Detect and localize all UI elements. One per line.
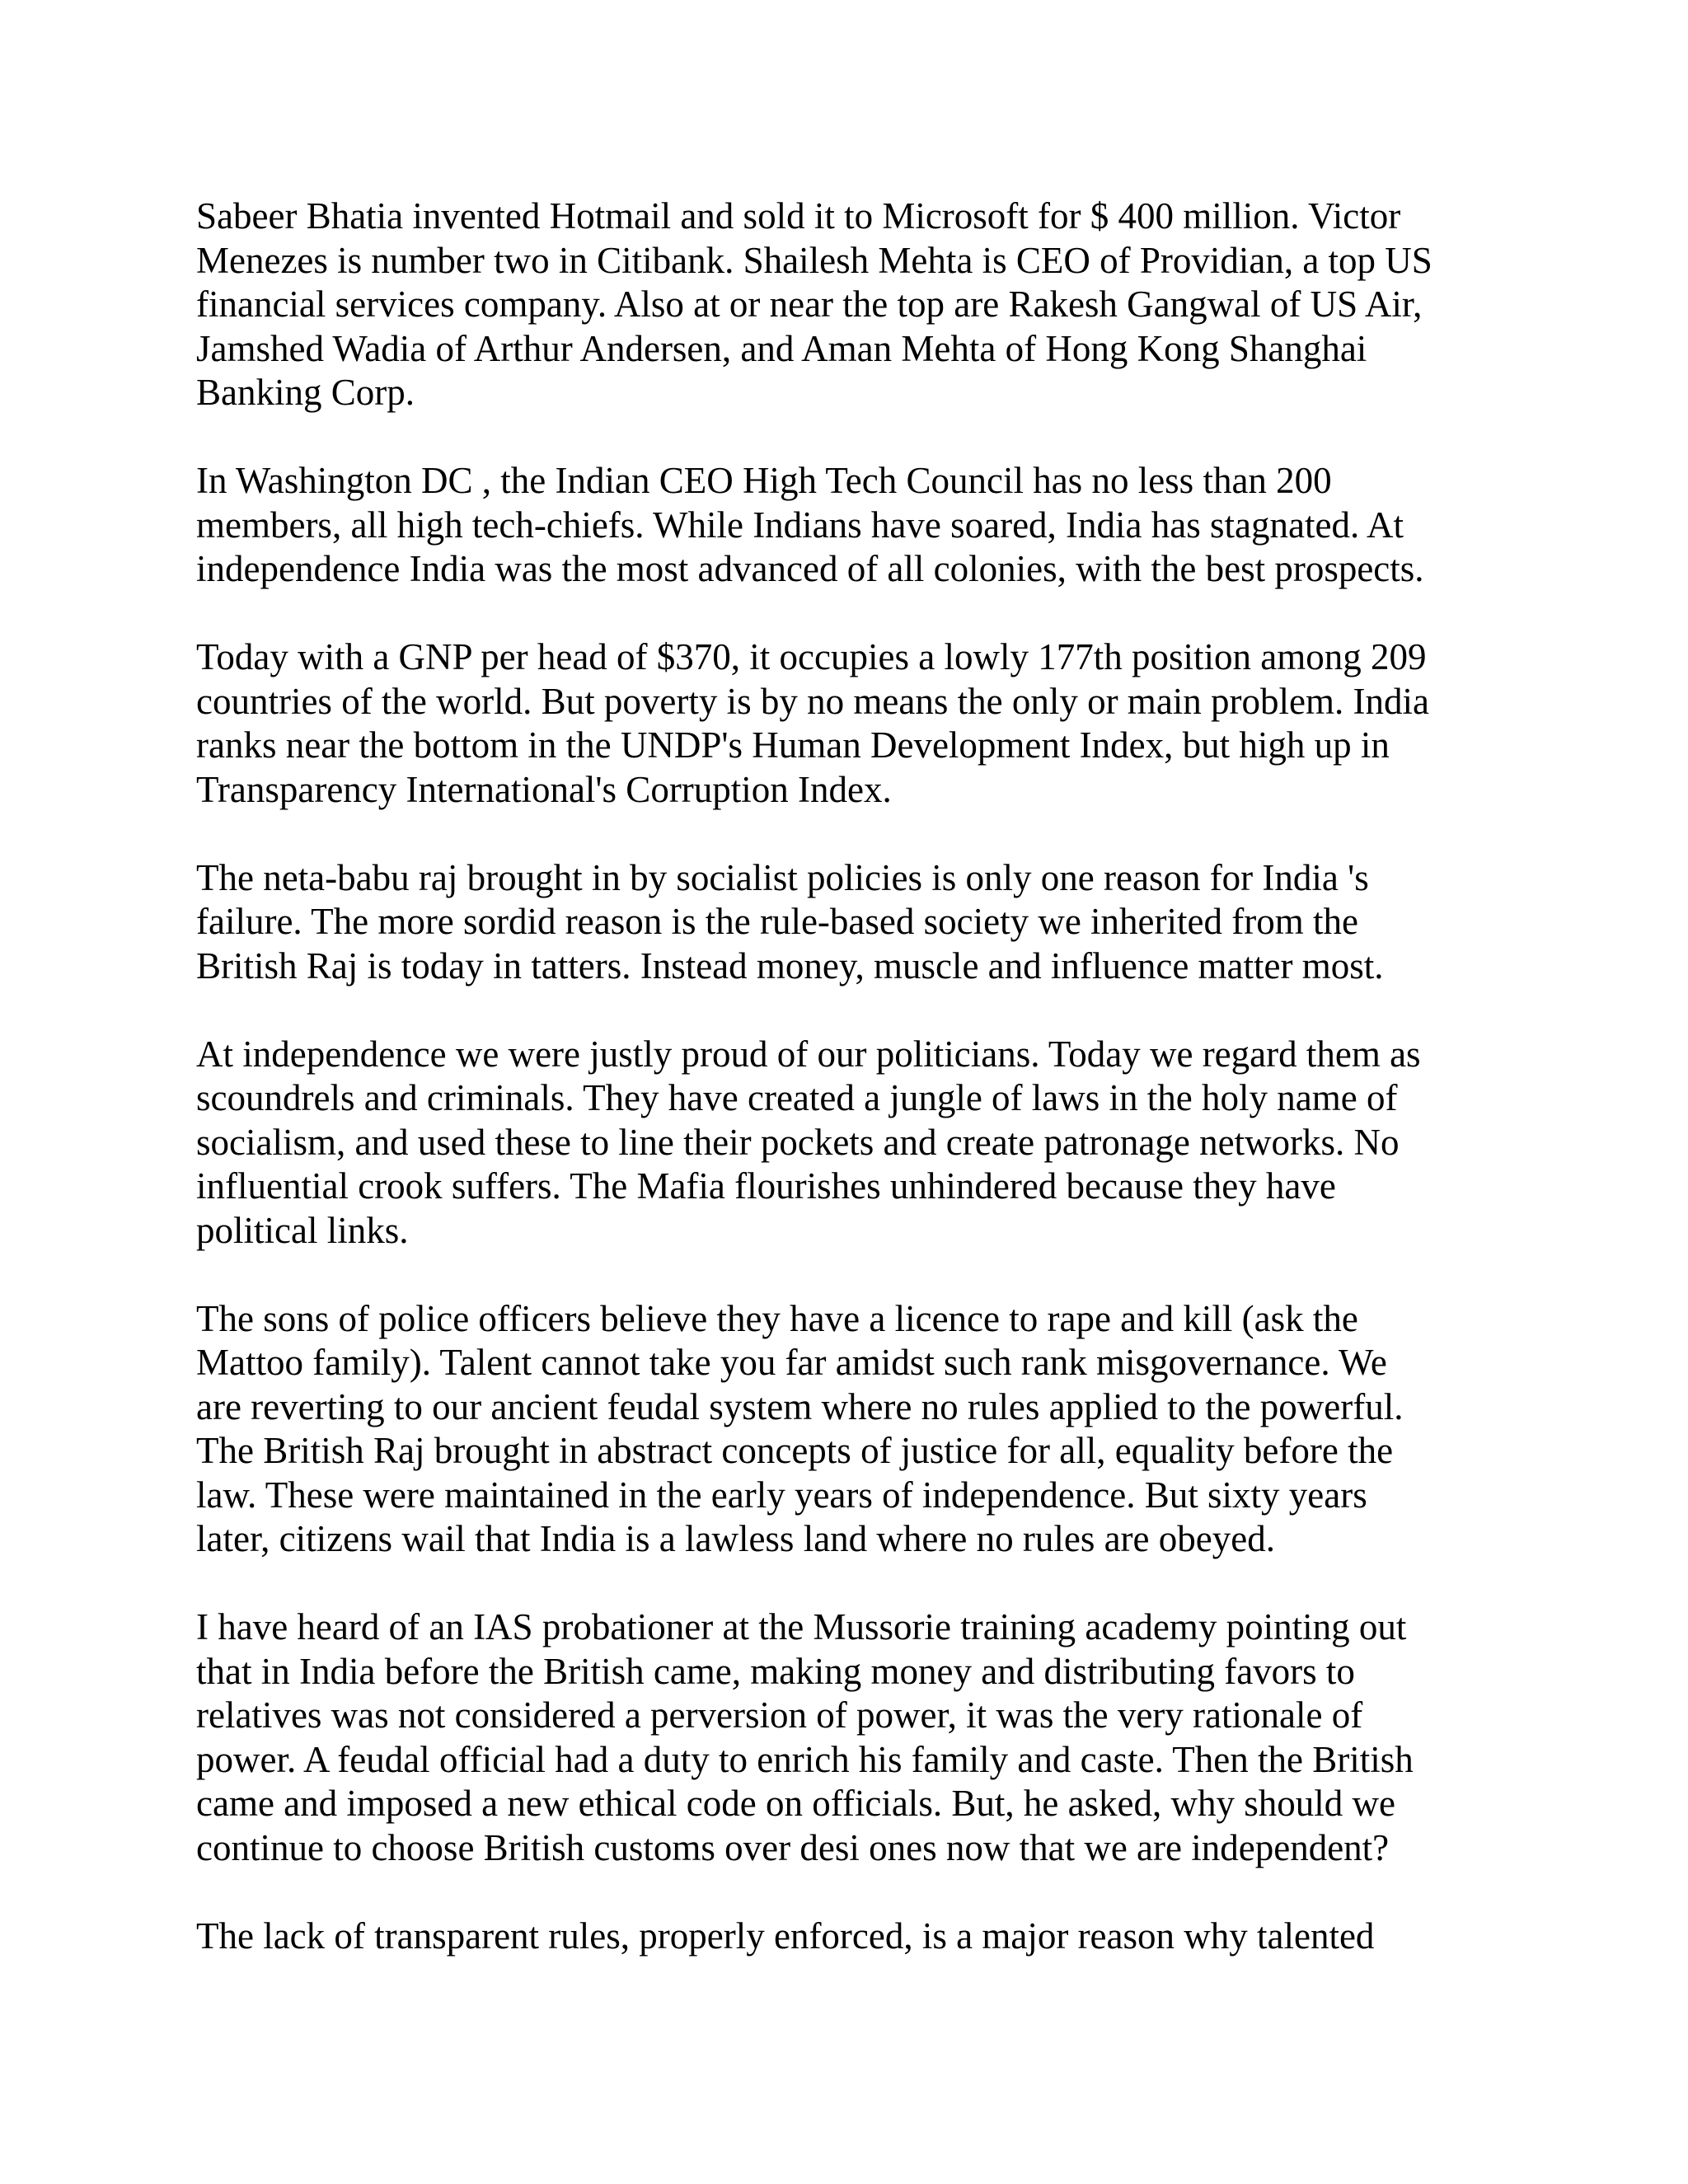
text-line: are reverting to our ancient feudal system where no rules applied to the powerful. xyxy=(196,1385,1404,1427)
text-line: law. These were maintained in the early years of independence. But sixty years xyxy=(196,1474,1367,1516)
text-line: At independence we were justly proud of our politicians. Today we regard them as xyxy=(196,1033,1421,1075)
text-line: The neta-babu raj brought in by socialist policies is only one reason for India 's xyxy=(196,856,1369,898)
text-line: socialism, and used these to line their pockets and create patronage networks. No xyxy=(196,1121,1400,1163)
text-line: ranks near the bottom in the UNDP's Human Development Index, but high up in xyxy=(196,724,1390,766)
text-line: Sabeer Bhatia invented Hotmail and sold it to Microsoft for $ 400 million. Victor xyxy=(196,195,1401,237)
text-line: The British Raj brought in abstract concepts of justice for all, equality before the xyxy=(196,1430,1394,1471)
text-line: Jamshed Wadia of Arthur Andersen, and Aman Mehta of Hong Kong Shanghai xyxy=(196,327,1367,369)
text-line: political links. xyxy=(196,1209,409,1251)
text-line: I have heard of an IAS probationer at the Mussorie training academy pointing out xyxy=(196,1606,1407,1647)
text-line: Mattoo family). Talent cannot take you far amidst such rank misgovernance. We xyxy=(196,1342,1387,1383)
text-line: power. A feudal official had a duty to enrich his family and caste. Then the British xyxy=(196,1738,1414,1780)
text-line: British Raj is today in tatters. Instead money, muscle and influence matter most. xyxy=(196,944,1384,987)
text-line: relatives was not considered a perversion of power, it was the very rationale of xyxy=(196,1694,1363,1736)
text-line: that in India before the British came, making money and distributing favors to xyxy=(196,1650,1355,1692)
text-line: The sons of police officers believe they have a licence to rape and kill (ask the xyxy=(196,1297,1358,1339)
text-line: Menezes is number two in Citibank. Shailesh Mehta is CEO of Providian, a top US xyxy=(196,239,1432,281)
paragraph-1 xyxy=(196,194,1548,415)
text-line: Banking Corp. xyxy=(196,372,415,413)
paragraph-8 xyxy=(196,1915,1548,1959)
text-line: later, citizens wail that India is a lawless land where no rules are obeyed. xyxy=(196,1518,1275,1559)
paragraph-4 xyxy=(196,856,1548,989)
paragraph-5 xyxy=(196,1033,1548,1254)
text-line: countries of the world. But poverty is by no means the only or main problem. India xyxy=(196,680,1429,722)
text-line: members, all high tech-chiefs. While Indians have soared, India has stagnated. At xyxy=(196,504,1404,546)
text-line: scoundrels and criminals. They have created a jungle of laws in the holy name of xyxy=(196,1077,1398,1118)
text-line: Transparency International's Corruption Index. xyxy=(196,768,892,810)
paragraph-2 xyxy=(196,459,1548,592)
paragraph-3 xyxy=(196,635,1548,812)
text-line: came and imposed a new ethical code on officials. But, he asked, why should we xyxy=(196,1783,1396,1824)
text-line: financial services company. Also at or near the top are Rakesh Gangwal of US Air, xyxy=(196,284,1423,325)
paragraph-7 xyxy=(196,1605,1548,1870)
text-line: failure. The more sordid reason is the rule-based society we inherited from the xyxy=(196,901,1358,942)
text-line: influential crook suffers. The Mafia flourishes unhindered because they have xyxy=(196,1165,1336,1207)
text-line: In Washington DC , the Indian CEO High Tech Council has no less than 200 xyxy=(196,460,1332,501)
text-line: independence India was the most advanced of all colonies, with the best prospects. xyxy=(196,548,1424,589)
paragraph-6 xyxy=(196,1297,1548,1562)
document-body xyxy=(196,194,1548,2003)
text-line: Today with a GNP per head of $370, it occupies a lowly 177th position among 209 xyxy=(196,636,1427,677)
text-line: continue to choose British customs over desi ones now that we are independent? xyxy=(196,1826,1390,1868)
text-line: The lack of transparent rules, properly enforced, is a major reason why talented xyxy=(196,1915,1375,1957)
